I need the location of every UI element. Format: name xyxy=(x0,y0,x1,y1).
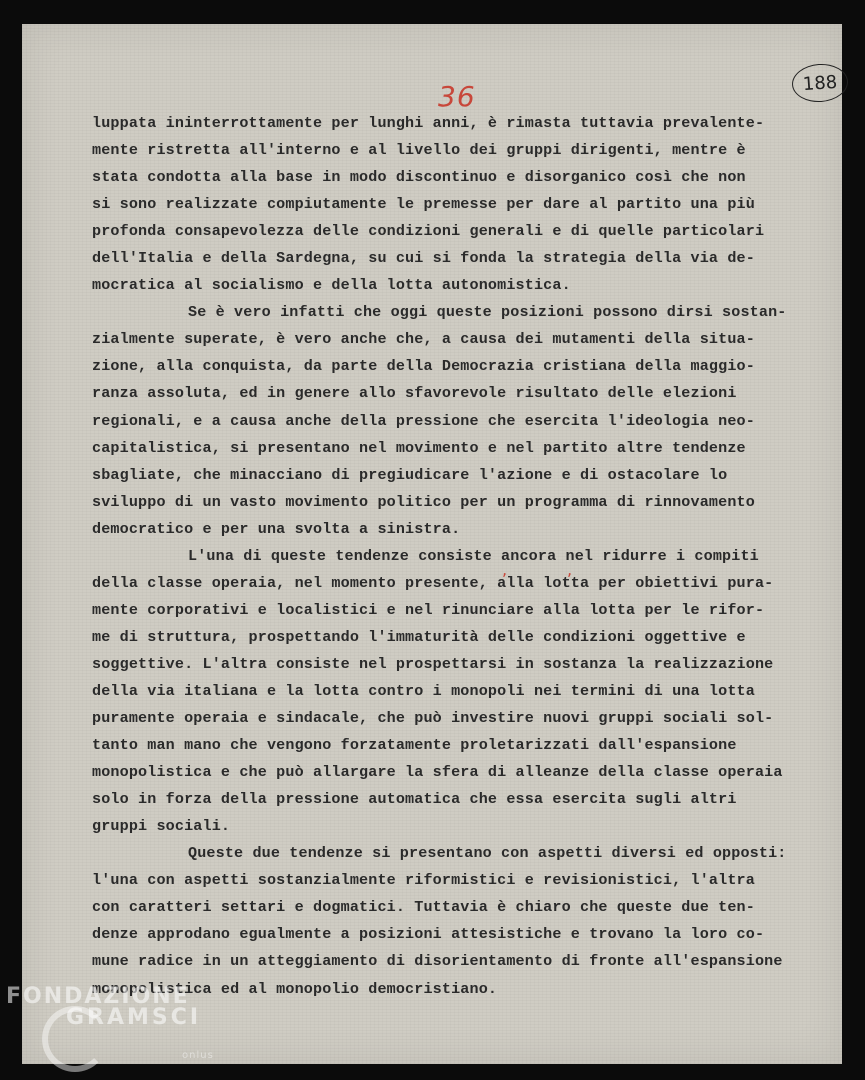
watermark-ring-icon xyxy=(42,1006,108,1072)
text-line: stata condotta alla base in modo discontinuo e disorganico così che non xyxy=(92,168,746,187)
text-line: ranza assoluta, ed in genere allo sfavorevole risultato delle elezioni xyxy=(92,384,737,403)
text-line: sviluppo di un vasto movimento politico per un programma di rinnovamento xyxy=(92,492,755,511)
text-line: soggettive. L'altra consiste nel prospettarsi in sostanza la realizzazione xyxy=(92,654,774,673)
text-line: me di struttura, prospettando l'immaturità delle condizioni oggettive e xyxy=(92,627,746,646)
text-line: mente corporativi e localistici e nel rinunciare alla lotta per le rifor- xyxy=(92,600,765,619)
watermark-logo xyxy=(6,984,214,1061)
text-line: mente ristretta all'interno e al livello dei gruppi dirigenti, mentre è xyxy=(92,141,746,160)
archive-number-stamp xyxy=(791,62,850,104)
text-line: della via italiana e la lotta contro i monopoli nei termini di una lotta xyxy=(92,681,755,700)
text-line: zione, alla conquista, da parte della Democrazia cristiana della maggio- xyxy=(92,357,755,376)
text-line: monopolistica ed al monopolio democristiano. xyxy=(92,979,498,998)
text-line: si sono realizzate compiutamente le premesse per dare al partito una più xyxy=(92,195,755,214)
text-line: profonda consapevolezza delle condizioni generali e di quelle particolari xyxy=(92,222,765,241)
marginal-mark: , xyxy=(502,560,508,579)
text-line: monopolistica e che può allargare la sfera di alleanze della classe operaia xyxy=(92,763,783,782)
text-line: mune radice in un atteggiamento di disorientamento di fronte all'espansione xyxy=(92,952,783,971)
text-line: gruppi sociali. xyxy=(92,817,231,836)
archive-number: 188 xyxy=(802,71,838,95)
text-line: l'una con aspetti sostanzialmente riformistici e revisionistici, l'altra xyxy=(92,871,755,890)
watermark-sub: onlus xyxy=(182,1050,214,1061)
text-line: puramente operaia e sindacale, che può investire nuovi gruppi sociali sol- xyxy=(92,709,774,728)
marginal-mark: , xyxy=(567,560,573,579)
text-line: mocratica al socialismo e della lotta autonomistica. xyxy=(92,276,571,295)
typed-text-body xyxy=(92,110,822,1003)
text-line: con caratteri settari e dogmatici. Tuttavia è chiaro che queste due ten- xyxy=(92,898,755,917)
text-line: solo in forza della pressione automatica che essa esercita sugli altri xyxy=(92,790,737,809)
page-marker: 36 xyxy=(438,80,476,113)
text-line: Se è vero infatti che oggi queste posizioni possono dirsi sostan- xyxy=(188,303,787,322)
text-line: capitalistica, si presentano nel movimento e nel partito altre tendenze xyxy=(92,438,746,457)
text-line: L'una di queste tendenze consiste ancora nel ridurre i compiti xyxy=(188,546,759,565)
text-line: tanto man mano che vengono forzatamente proletarizzati dall'espansione xyxy=(92,736,737,755)
text-line: democratico e per una svolta a sinistra. xyxy=(92,519,461,538)
watermark-line2: GRAMSCI xyxy=(66,1005,202,1030)
text-line: luppata ininterrottamente per lunghi anni, è rimasta tuttavia prevalente- xyxy=(92,114,765,132)
text-line: Queste due tendenze si presentano con aspetti diversi ed opposti: xyxy=(188,844,787,863)
text-line: dell'Italia e della Sardegna, su cui si fonda la strategia della via de- xyxy=(92,249,755,268)
text-line: regionali, e a causa anche della pressione che esercita l'ideologia neo- xyxy=(92,411,755,430)
text-line: della classe operaia, nel momento presente, alla lotta per obiettivi pura- xyxy=(92,573,774,592)
text-line: sbagliate, che minacciano di pregiudicare l'azione e di ostacolare lo xyxy=(92,465,728,484)
watermark-line1: FONDAZIONE xyxy=(6,984,190,1009)
text-line: zialmente superate, è vero anche che, a causa dei mutamenti della situa- xyxy=(92,330,755,349)
text-line: denze approdano egualmente a posizioni attesistiche e trovano la loro co- xyxy=(92,925,765,944)
